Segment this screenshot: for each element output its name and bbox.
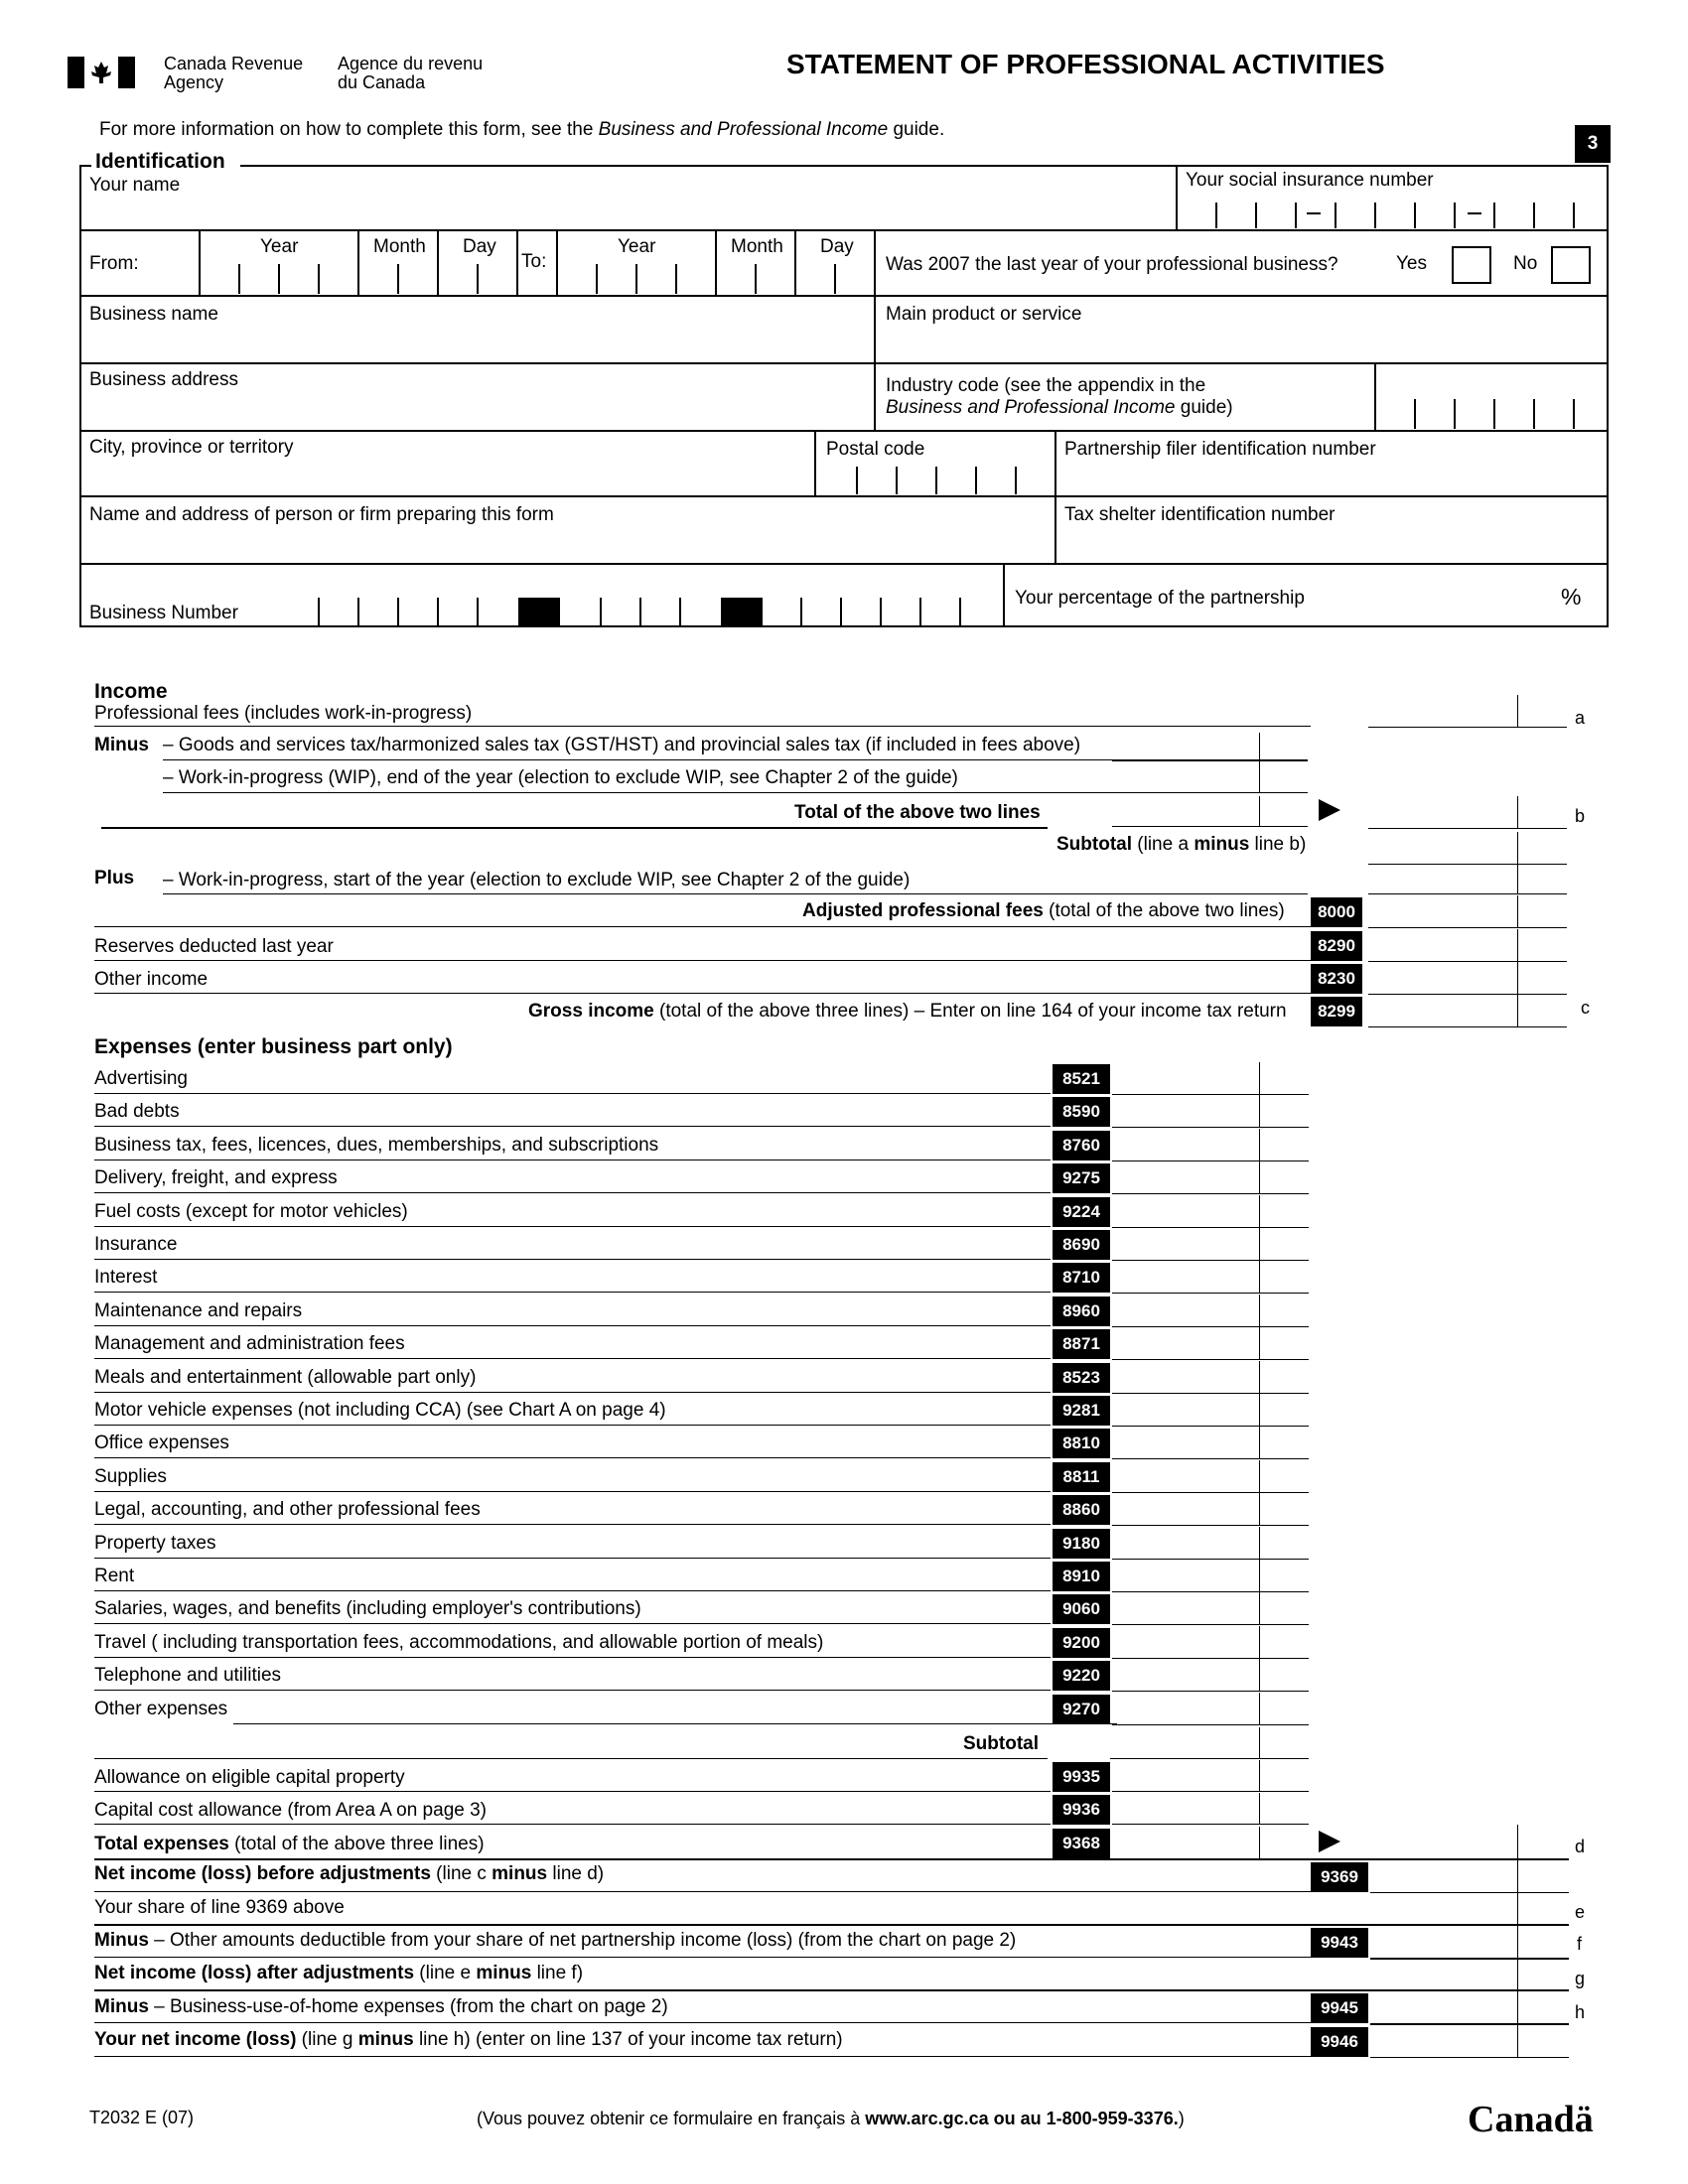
expense-label: Supplies [94,1466,167,1487]
subtotal-field[interactable] [1368,832,1567,865]
form-number: T2032 E (07) [89,2108,195,2127]
cca-field[interactable] [1112,1793,1309,1825]
preparer-field[interactable] [81,528,1051,562]
expense-code: 9224 [1053,1197,1110,1227]
industry-code-label-1: Industry code (see the appendix in the [886,375,1206,396]
expense-label: Insurance [94,1234,178,1255]
expense-label: Business tax, fees, licences, dues, memberships, and subscriptions [94,1135,659,1156]
percent-sign: % [1561,584,1582,610]
gross-income-label: Gross income (total of the above three lines) – Enter on line 164 of your income tax return [528,1001,1287,1022]
income-title: Income [94,680,168,703]
net-before-field[interactable] [1370,1860,1569,1893]
your-net-income-field[interactable] [1370,2025,1569,2058]
home-expenses-label: Minus – Business-use-of-home expenses (from the chart on page 2) [94,1996,668,2017]
percentage-field[interactable] [1321,576,1549,619]
code-8000: 8000 [1311,897,1362,927]
postal-code-label: Postal code [826,439,925,460]
wip-start-field[interactable] [1368,864,1567,894]
share-label: Your share of line 9369 above [94,1897,345,1918]
expense-amount-field[interactable] [1112,1295,1309,1327]
agency-fr-line2: du Canada [338,72,426,92]
expense-amount-field[interactable] [1112,1592,1309,1625]
to-year-label: Year [618,236,656,257]
other-income-label: Other income [94,969,209,990]
expense-amount-field[interactable] [1112,1327,1309,1360]
expense-code: 8710 [1053,1263,1110,1293]
expense-code: 8910 [1053,1562,1110,1591]
no-checkbox[interactable] [1551,246,1591,284]
expense-amount-field[interactable] [1112,1261,1309,1294]
other-deductible-label: Minus – Other amounts deductible from your share of net partnership income (loss) (from the chart on page 2) [94,1930,1017,1951]
letter-d: d [1575,1837,1586,1856]
city-label: City, province or territory [89,437,294,458]
total-expenses-label: Total expenses (total of the above three lines) [94,1834,485,1854]
business-address-field[interactable] [81,393,870,427]
letter-f: f [1577,1934,1583,1954]
expense-code: 9281 [1053,1396,1110,1426]
partnership-filer-label: Partnership filer identification number [1064,439,1376,460]
info-line: For more information on how to complete this form, see the Business and Professional Income guide. [99,119,945,140]
expense-amount-field[interactable] [1112,1659,1309,1692]
plus-label: Plus [94,868,135,888]
expense-label: Meals and entertainment (allowable part only) [94,1367,477,1388]
your-name-field[interactable] [81,195,1174,228]
agency-en-line1: Canada Revenue [164,54,304,73]
expense-code: 9200 [1053,1628,1110,1658]
expenses-subtotal-field[interactable] [1110,1727,1309,1759]
reserves-field[interactable] [1368,929,1567,962]
canada-flag-icon [68,57,135,88]
wip-end-label: – Work-in-progress (WIP), end of the year (election to exclude WIP, see Chapter 2 of the guide) [163,767,958,788]
business-number-label: Business Number [89,603,238,623]
professional-fees-label: Professional fees (includes work-in-progress) [94,703,473,724]
total-two-lines-field[interactable] [1112,796,1308,827]
expense-label: Motor vehicle expenses (not including CCA) (see Chart A on page 4) [94,1400,666,1421]
to-date-field[interactable] [558,260,874,294]
to-label: To: [521,251,547,272]
postal-code-field[interactable] [816,465,1053,494]
expense-amount-field[interactable] [1112,1527,1309,1560]
expense-label: Travel ( including transportation fees, accommodations, and allowable portion of meals) [94,1632,824,1653]
your-name-label: Your name [89,175,181,196]
expense-code: 8760 [1053,1131,1110,1160]
net-after-field[interactable] [1370,1960,1569,1989]
expense-label: Advertising [94,1068,188,1089]
city-field[interactable] [81,461,812,494]
letter-e: e [1575,1902,1586,1922]
share-field[interactable] [1370,1893,1569,1924]
business-number-field[interactable] [318,596,1003,627]
yes-checkbox[interactable] [1452,246,1491,284]
agency-en-line2: Agency [164,72,224,92]
code-9368: 9368 [1053,1829,1110,1858]
letter-h: h [1575,2002,1586,2022]
expense-label: Salaries, wages, and benefits (including employer's contributions) [94,1598,641,1619]
reserves-label: Reserves deducted last year [94,936,334,957]
expense-code: 8811 [1053,1462,1110,1492]
wip-end-field[interactable] [1112,764,1308,792]
sin-label: Your social insurance number [1186,170,1434,191]
from-label: From: [89,253,139,274]
business-name-field[interactable] [81,328,870,359]
code-8290: 8290 [1311,931,1362,961]
expense-code: 9220 [1053,1661,1110,1691]
adjusted-fees-label: Adjusted professional fees (total of the above two lines) [802,900,1285,921]
expense-label: Interest [94,1267,158,1288]
expense-code: 8523 [1053,1363,1110,1393]
arrow-right-icon [1319,1831,1340,1852]
tax-shelter-field[interactable] [1058,528,1607,562]
expense-code: 9180 [1053,1529,1110,1559]
expense-label: Rent [94,1566,135,1586]
code-9935: 9935 [1053,1762,1110,1792]
expense-amount-field[interactable] [1112,1626,1309,1659]
expense-code: 9275 [1053,1163,1110,1193]
other-deductible-field[interactable] [1370,1926,1569,1960]
business-address-label: Business address [89,369,238,390]
code-8230: 8230 [1311,964,1362,994]
expense-code: 8860 [1053,1495,1110,1525]
to-month-label: Month [731,236,783,257]
from-month-label: Month [373,236,426,257]
wip-start-label: – Work-in-progress, start of the year (election to exclude WIP, see Chapter 2 of the guide) [163,870,911,890]
expense-amount-field[interactable] [1112,1460,1309,1493]
expense-label: Management and administration fees [94,1333,405,1354]
expense-amount-field[interactable] [1112,1129,1309,1161]
expense-amount-field[interactable] [1112,1228,1309,1261]
expense-amount-field[interactable] [1112,1493,1309,1526]
gst-label: – Goods and services tax/harmonized sales tax (GST/HST) and provincial sales tax (if included in fees above) [163,735,1081,755]
yes-label: Yes [1396,253,1427,274]
expense-label: Bad debts [94,1101,180,1122]
from-date-field[interactable] [201,260,516,294]
letter-c: c [1581,998,1590,1018]
expenses-subtotal-label: Subtotal [963,1733,1039,1754]
expense-label: Maintenance and repairs [94,1300,303,1321]
expense-code: 8590 [1053,1097,1110,1127]
other-income-field[interactable] [1368,962,1567,995]
to-day-label: Day [820,236,854,257]
main-product-label: Main product or service [886,304,1082,325]
expense-code: 9060 [1053,1594,1110,1624]
last-year-question: Was 2007 the last year of your professional business? [886,254,1338,275]
letter-b: b [1575,806,1586,826]
expense-amount-field[interactable] [1112,1361,1309,1394]
code-9369: 9369 [1311,1862,1368,1892]
canada-wordmark: Canadä [1468,2099,1594,2140]
preparer-label: Name and address of person or firm preparing this form [89,504,554,525]
sin-field[interactable] [1178,199,1575,228]
expense-code: 8690 [1053,1230,1110,1260]
expense-code: 8960 [1053,1297,1110,1326]
french-notice: (Vous pouvez obtenir ce formulaire en français à www.arc.gc.ca ou au 1-800-959-3376.) [477,2109,1185,2128]
industry-code-label-2: Business and Professional Income guide) [886,397,1233,418]
industry-code-field[interactable] [1376,395,1607,429]
expense-code: 8810 [1053,1429,1110,1458]
total-two-lines-label: Total of the above two lines [794,802,1041,823]
letter-g: g [1575,1969,1586,1988]
letter-a: a [1575,708,1586,728]
total-expenses-field[interactable] [1112,1827,1309,1858]
eligible-capital-field[interactable] [1112,1760,1309,1792]
code-9946: 9946 [1311,2027,1368,2057]
expense-code: 8521 [1053,1064,1110,1094]
code-9943: 9943 [1311,1928,1368,1958]
expense-label: Delivery, freight, and express [94,1167,338,1188]
expenses-title: Expenses (enter business part only) [94,1035,453,1058]
net-after-label: Net income (loss) after adjustments (line e minus line f) [94,1963,584,1983]
code-9936: 9936 [1053,1795,1110,1825]
business-name-label: Business name [89,304,218,325]
main-product-field[interactable] [878,328,1607,359]
expense-amount-field[interactable] [1112,1062,1309,1095]
agency-fr-line1: Agence du revenu [338,54,484,73]
expense-code: 9270 [1053,1695,1110,1724]
professional-fees-field[interactable] [1368,695,1567,728]
subtotal-label: Subtotal (line a minus line b) [1056,834,1307,855]
expense-label: Office expenses [94,1433,229,1453]
expense-code: 8871 [1053,1329,1110,1359]
gst-field[interactable] [1112,733,1308,761]
expense-amount-field[interactable] [1112,1560,1309,1592]
expense-amount-field[interactable] [1112,1693,1309,1725]
page-title: STATEMENT OF PROFESSIONAL ACTIVITIES [786,49,1385,79]
cca-label: Capital cost allowance (from Area A on page 3) [94,1800,488,1821]
page-number: 3 [1575,125,1611,163]
expense-label: Other expenses [94,1699,228,1719]
gross-income-field[interactable] [1368,995,1567,1027]
from-day-label: Day [463,236,496,257]
identification-title: Identification [95,150,225,173]
expense-amount-field[interactable] [1112,1161,1309,1194]
expense-amount-field[interactable] [1112,1195,1309,1228]
arrow-right-icon [1319,799,1340,821]
from-year-label: Year [260,236,299,257]
expense-amount-field[interactable] [1112,1095,1309,1128]
minus-label: Minus [94,735,149,755]
code-9945: 9945 [1311,1993,1368,2023]
line-b-field[interactable] [1368,796,1567,829]
expense-label: Fuel costs (except for motor vehicles) [94,1201,408,1222]
partnership-filer-field[interactable] [1058,463,1607,494]
tax-shelter-label: Tax shelter identification number [1064,504,1336,525]
expense-label: Legal, accounting, and other professional fees [94,1499,481,1520]
net-before-label: Net income (loss) before adjustments (line c minus line d) [94,1863,605,1884]
line-d-field[interactable] [1368,1825,1567,1858]
expense-label: Telephone and utilities [94,1665,282,1686]
no-label: No [1513,253,1538,274]
expense-label: Property taxes [94,1533,216,1554]
eligible-capital-label: Allowance on eligible capital property [94,1767,405,1788]
adjusted-fees-field[interactable] [1368,895,1567,928]
code-8299: 8299 [1311,997,1362,1026]
your-net-income-label: Your net income (loss) (line g minus line h) (enter on line 137 of your income tax return) [94,2029,843,2050]
expense-amount-field[interactable] [1112,1427,1309,1459]
expense-amount-field[interactable] [1112,1394,1309,1427]
home-expenses-field[interactable] [1370,1991,1569,2025]
percentage-label: Your percentage of the partnership [1015,588,1305,609]
